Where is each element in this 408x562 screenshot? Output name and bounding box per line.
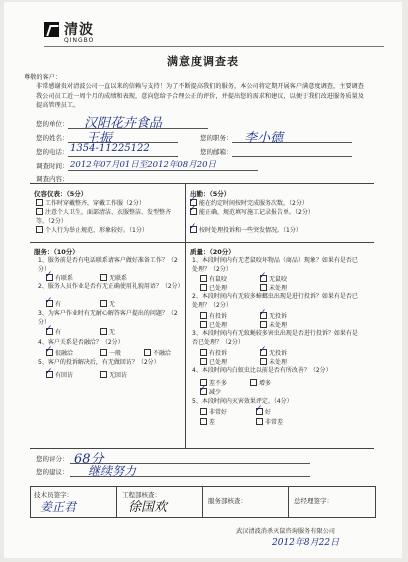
grid-line-top [30, 183, 374, 184]
quality-q5-option-3[interactable]: 差 [200, 418, 215, 428]
quality-q1-option-3[interactable]: 已处理 [200, 284, 227, 294]
company-name: 武汉清波消杀灭鼠咨询服务有限公司 [236, 528, 335, 535]
tech-signature: 姜正君 [40, 500, 77, 514]
service-check-label: 服务部核查： [208, 497, 247, 505]
service-q2: 2、服务人员作业是否有无正确使用礼貌用语？（2分） [38, 283, 184, 290]
date-value: 2012年07月01日至2012年08月20日 [70, 160, 217, 170]
check-mark-icon: ✓ [259, 308, 267, 318]
checkbox[interactable] [36, 208, 43, 215]
check-mark-icon: ✓ [45, 345, 53, 355]
position-label: 您的职务： [200, 134, 233, 142]
service-q3-option-1[interactable]: 有 [46, 328, 61, 338]
grid-line-mid [30, 242, 374, 243]
appearance-title: 仪容仪表：（5分） [34, 190, 88, 198]
greeting: 尊敬的客户： [24, 74, 62, 81]
score-label: 您的评分： [36, 455, 69, 463]
quality-q3-option-2[interactable]: 无投诉 [260, 349, 287, 359]
quality-q5: 5、本段时间内灭害效果评定。（4分） [192, 398, 293, 405]
quality-q1-option-4[interactable]: 未处理 [260, 284, 287, 294]
service-q5-option-1[interactable]: 有回访 [46, 371, 73, 381]
unit-label: 您的单位： [36, 120, 69, 128]
checkbox[interactable] [36, 199, 43, 206]
phone-underline [68, 156, 178, 157]
sig-divider-1 [116, 486, 117, 518]
quality-q3-option-1[interactable]: 有投诉 [200, 349, 227, 359]
intro-text: 非常感谢贵对清波公司一直以来的信赖与支持！为了不断提高我们的服务，本公司将定期开展客户满意度调查，主要调查我公司员工近一周个月的成绩和表现，意向您给予合理公正的评价，并提出您的需求和建议，以便于我们改进服务质量及提高管理员工。 [36, 83, 364, 109]
sig-divider-2 [202, 486, 203, 518]
suggestion-label: 您的建议： [36, 468, 69, 476]
service-title: 服务：（10分） [34, 248, 79, 256]
service-q2-option-2[interactable]: 无 [100, 300, 115, 310]
quality-title: 质量：（20分） [190, 248, 235, 256]
check-mark-icon: ✓ [199, 384, 207, 394]
check-mark-icon: ✓ [189, 222, 197, 232]
date-underline [68, 170, 258, 171]
quality-q3: 3、本段时间内有无蚊蝇较多害虫出现是否进行投诉？如果有是否已处理？（2分） [192, 330, 358, 346]
appearance-item-3[interactable]: 个人行为举止规范、形象较好。（1分） [36, 226, 182, 236]
service-q4-option-2[interactable]: 一般 [100, 349, 121, 359]
quality-q3-option-3[interactable]: 已处理 [200, 358, 227, 368]
survey-sheet [4, 2, 402, 558]
quality-q1-option-1[interactable]: 有鼠咬 [200, 275, 227, 285]
quality-q5-option-4[interactable]: 非常差 [256, 418, 283, 428]
grid-divider-vertical [185, 183, 186, 448]
sig-divider-3 [288, 486, 289, 518]
check-mark-icon: ✓ [45, 296, 53, 306]
checkbox[interactable] [36, 226, 43, 233]
attendance-item-2[interactable]: 能正确，规范填写施工记录报告单。（2分） [190, 208, 360, 218]
service-q5-option-2[interactable]: 无回访 [100, 371, 127, 381]
gm-sign-label: 总经理签字： [294, 497, 333, 505]
check-mark-icon: ✓ [45, 270, 53, 280]
appearance-item-1[interactable]: 工作时穿戴整齐，穿戴工作服（2分） [36, 199, 182, 209]
check-mark-icon: ✓ [259, 345, 267, 355]
unit-value: 汉阳花卉食品 [84, 116, 163, 131]
date-label: 调查时间： [36, 162, 69, 170]
quality-q5-option-2[interactable]: 好 [256, 408, 271, 418]
service-q3: 3、为客户作业时有无耐心解答客户提出的问题？（2分） [38, 310, 178, 326]
service-q4-option-1[interactable]: 很融洽 [46, 349, 73, 359]
quality-q4-option-3[interactable]: 减少 [200, 388, 221, 398]
name-value: 王振 [86, 131, 113, 146]
service-q4: 4、客户关系是否融洽？（2分） [38, 339, 124, 346]
quality-q2-option-2[interactable]: 无投诉 [260, 312, 287, 322]
quality-q2: 2、本段时间内有无较多蟑螂虫出现是进行投诉？如果有是否已处理？（2分） [192, 293, 358, 309]
service-q1-option-1[interactable]: 有联系 [46, 274, 73, 284]
attendance-item-3[interactable]: 按时处理投诉和一些突发情况。（1分） [190, 226, 360, 236]
qingbo-logo-icon [44, 22, 59, 37]
attendance-title: 出勤：（5分） [190, 190, 231, 198]
check-mark-icon: ✓ [255, 404, 263, 414]
check-mark-icon: ✓ [189, 204, 197, 214]
page-title: 满意度调查表 [167, 55, 239, 68]
quality-q5-option-1[interactable]: 非常好 [200, 408, 227, 418]
quality-q2-option-3[interactable]: 已处理 [200, 321, 227, 331]
position-value: 李小德 [244, 131, 284, 146]
service-q5: 5、客户的投诉解决后，有无做回访？（2分） [38, 359, 160, 366]
service-q1-option-2[interactable]: 无联系 [100, 274, 127, 284]
score-value: 68分 [74, 452, 104, 467]
name-label: 您的姓名： [36, 134, 69, 142]
phone-value: 1354-11225122 [70, 143, 150, 154]
service-q1: 1、服务前是否有电话联系请客户做好准备工作？（2分） [38, 257, 178, 273]
eng-signature: 徐国欢 [128, 500, 168, 515]
attendance-item-1[interactable]: 能在约定时间按时完成服务次数。（2分） [190, 199, 360, 209]
quality-q2-option-1[interactable]: 有投诉 [200, 312, 227, 322]
quality-q4-option-2[interactable]: 增多 [250, 379, 271, 389]
check-mark-icon: ✓ [45, 367, 53, 377]
email-underline [232, 156, 352, 157]
survey-label: 调查内容： [36, 175, 69, 183]
footer-date: 2012年8月22日 [272, 538, 340, 548]
check-mark-icon: ✓ [189, 195, 197, 205]
phone-label: 您的电话： [36, 148, 69, 156]
tech-sign-label: 技术员签字： [34, 491, 73, 499]
check-mark-icon: ✓ [45, 324, 53, 334]
email-label: 您的邮箱： [200, 148, 233, 156]
quality-q3-option-4[interactable]: 未处理 [260, 358, 287, 368]
brand-name: 清波 [64, 22, 94, 38]
quality-q1: 1、本段时间内有无老鼠咬坏物品（商品）现象？如果有是否已处理？（2分） [192, 257, 358, 273]
service-q3-option-2[interactable]: 无 [100, 328, 115, 338]
quality-q1-option-2[interactable]: 无鼠咬 [260, 275, 287, 285]
brand-name-en: QINGBO [64, 37, 95, 44]
check-mark-icon: ✓ [259, 271, 267, 281]
header-divider [44, 46, 384, 47]
quality-q4: 4、本段时间内白蚁虫比以前是否有所改善？（2分） [192, 367, 332, 374]
service-q4-option-3[interactable]: 不融洽 [144, 349, 171, 359]
quality-q2-option-4[interactable]: 未处理 [260, 321, 287, 331]
eng-check-label: 工程部核查： [122, 491, 161, 499]
suggestion-value: 继续努力 [88, 464, 137, 478]
service-q2-option-1[interactable]: 有 [46, 300, 61, 310]
appearance-item-2[interactable]: 注意个人卫生，面部清洁、衣服整洁、发型整齐等。（2分） [36, 209, 172, 225]
quality-q4-option-1[interactable]: 差不多 [200, 379, 227, 389]
